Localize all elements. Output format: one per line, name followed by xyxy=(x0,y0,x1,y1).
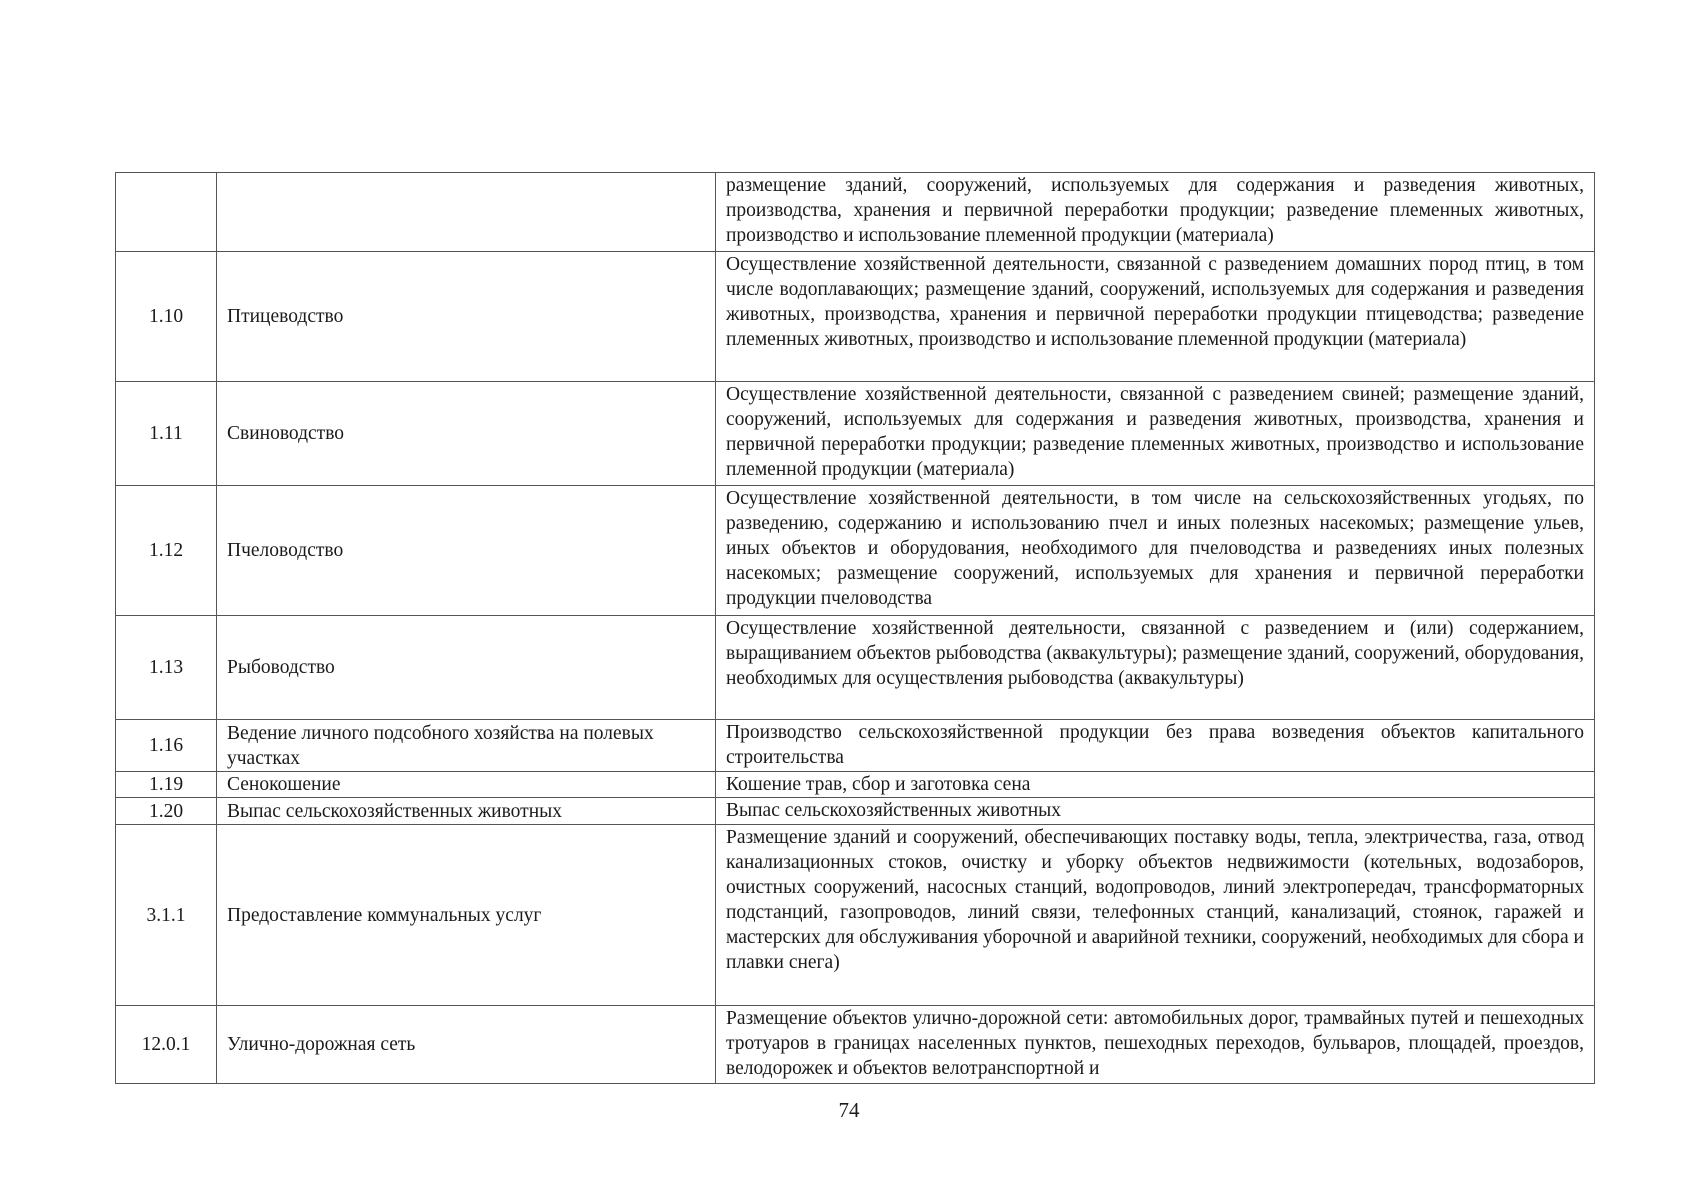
table-row xyxy=(116,825,1595,1006)
row-code: 3.1.1 xyxy=(116,825,217,1006)
row-description: Размещение зданий и сооружений, обеспечивающих поставку воды, тепла, электричества, газа, отвод канализационных стоков, очистку и уборку объектов недвижимости (котельных, водозаборов, очистных сооружений, насосных станций, водопроводов, линий электропередач, трансформаторных подстанций, газопроводов, линий связи, телефонных станций, канализаций, стоянок, гаражей и мастерских для обслуживания уборочной и аварийной техники, сооружений, необходимых для сбора и плавки снега) xyxy=(716,825,1595,1006)
row-name: Птицеводство xyxy=(217,252,716,382)
row-description: Осуществление хозяйственной деятельности, в том числе на сельскохозяйственных угодьях, по разведению, содержанию и использованию пчел и иных полезных насекомых; размещение ульев, иных объектов и оборудования, необходимого для пчеловодства и разведениях иных полезных насекомых; размещение сооружений, используемых для хранения и первичной переработки продукции пчеловодства xyxy=(716,486,1595,616)
row-name xyxy=(217,173,716,252)
row-description: Выпас сельскохозяйственных животных xyxy=(716,798,1595,825)
table-row xyxy=(116,173,1595,252)
table-row xyxy=(116,486,1595,616)
row-code: 1.13 xyxy=(116,616,217,720)
table-row xyxy=(116,720,1595,772)
row-description: Кошение трав, сбор и заготовка сена xyxy=(716,772,1595,798)
row-code: 1.16 xyxy=(116,720,217,772)
row-name: Сенокошение xyxy=(217,772,716,798)
row-code: 1.20 xyxy=(116,798,217,825)
row-description: Осуществление хозяйственной деятельности, связанной с разведением свиней; размещение зданий, сооружений, используемых для содержания и разведения животных, производства, хранения и первичной переработки продукции; разведение племенных животных, производство и использование племенной продукции (материала) xyxy=(716,382,1595,486)
row-description: размещение зданий, сооружений, используемых для содержания и разведения животных, производства, хранения и первичной переработки продукции; разведение племенных животных, производство и использование племенной продукции (материала) xyxy=(716,173,1595,252)
row-name: Улично-дорожная сеть xyxy=(217,1006,716,1084)
table-row xyxy=(116,252,1595,382)
row-code: 12.0.1 xyxy=(116,1006,217,1084)
row-code: 1.12 xyxy=(116,486,217,616)
row-name: Свиноводство xyxy=(217,382,716,486)
row-code: 1.11 xyxy=(116,382,217,486)
row-description: Размещение объектов улично-дорожной сети: автомобильных дорог, трамвайных путей и пешеходных тротуаров в границах населенных пунктов, пешеходных переходов, бульваров, площадей, проездов, велодорожек и объектов велотранспортной и xyxy=(716,1006,1595,1084)
row-name: Пчеловодство xyxy=(217,486,716,616)
table-row xyxy=(116,798,1595,825)
row-code xyxy=(116,173,217,252)
row-name: Предоставление коммунальных услуг xyxy=(217,825,716,1006)
row-description: Осуществление хозяйственной деятельности, связанной с разведением домашних пород птиц, в том числе водоплавающих; размещение зданий, сооружений, используемых для содержания и разведения животных, производства, хранения и первичной переработки продукции птицеводства; разведение племенных животных, производство и использование племенной продукции (материала) xyxy=(716,252,1595,382)
row-name: Рыбоводство xyxy=(217,616,716,720)
row-name: Ведение личного подсобного хозяйства на полевых участках xyxy=(217,720,716,772)
table-row xyxy=(116,616,1595,720)
table-row xyxy=(116,382,1595,486)
land-use-table xyxy=(115,172,1595,1084)
row-description: Осуществление хозяйственной деятельности, связанной с разведением и (или) содержанием, выращиванием объектов рыбоводства (аквакультуры); размещение зданий, сооружений, оборудования, необходимых для осуществления рыбоводства (аквакультуры) xyxy=(716,616,1595,720)
page-number: 74 xyxy=(838,1098,860,1122)
row-description: Производство сельскохозяйственной продукции без права возведения объектов капитального строительства xyxy=(716,720,1595,772)
row-name: Выпас сельскохозяйственных животных xyxy=(217,798,716,825)
row-code: 1.10 xyxy=(116,252,217,382)
row-code: 1.19 xyxy=(116,772,217,798)
table-row xyxy=(116,1006,1595,1084)
table-row xyxy=(116,772,1595,798)
